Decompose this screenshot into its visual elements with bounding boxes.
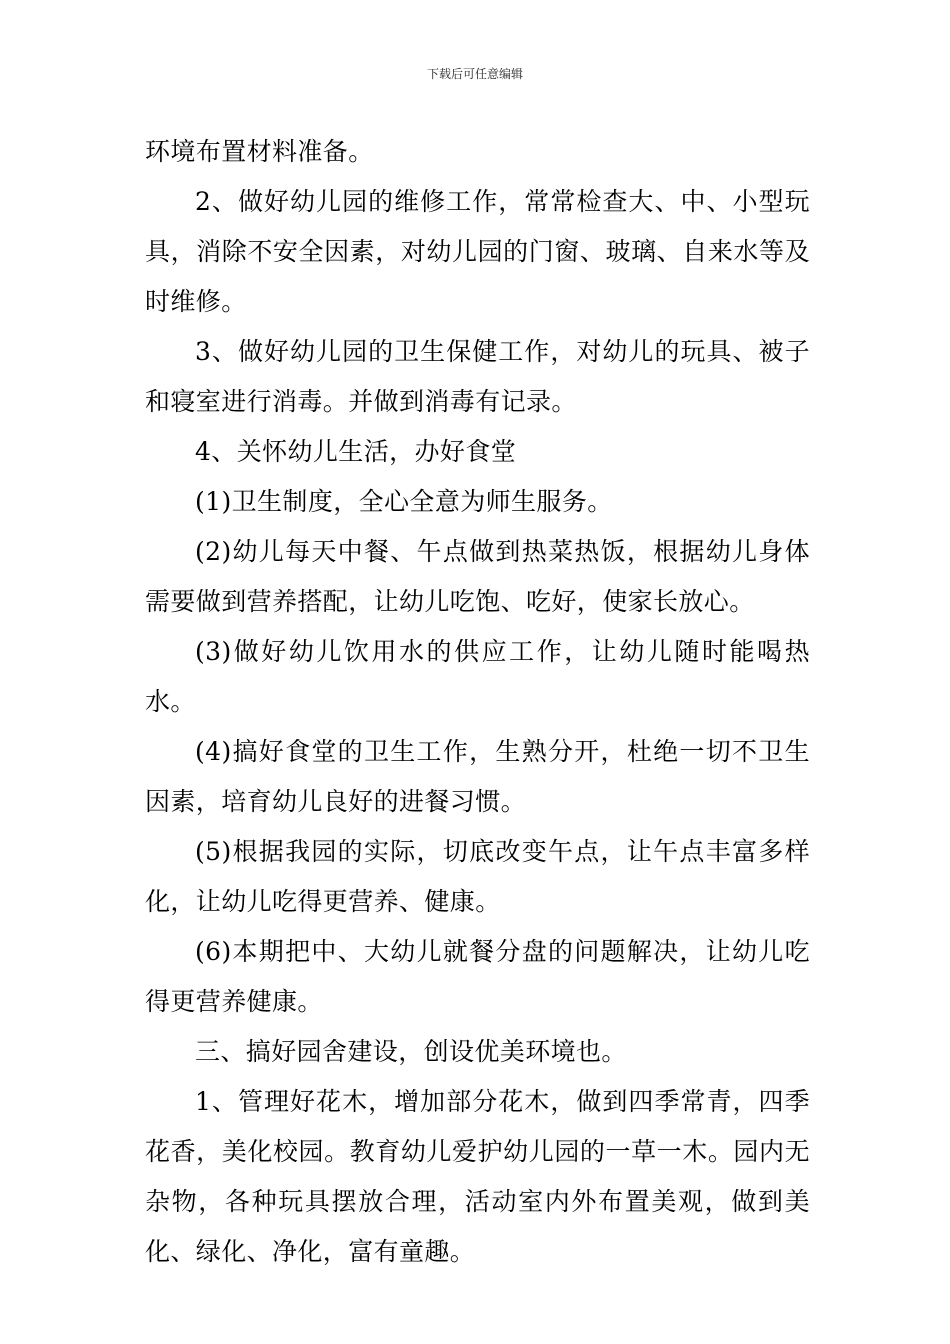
paragraph: (3)做好幼儿饮用水的供应工作，让幼儿随时能喝热水。	[145, 637, 810, 716]
page-header-note: 下载后可任意编辑	[426, 67, 523, 81]
paragraph: 1、管理好花木，增加部分花木，做到四季常青，四季花香，美化校园。教育幼儿爱护幼儿园的一草一木。园内无杂物，各种玩具摆放合理，活动室内外布置美观，做到美化、绿化、净化，富有童趣。	[145, 1087, 810, 1266]
paragraph: (6)本期把中、大幼儿就餐分盘的问题解决，让幼儿吃得更营养健康。	[145, 937, 810, 1016]
paragraph: (2)幼儿每天中餐、午点做到热菜热饭，根据幼儿身体需要做到营养搭配，让幼儿吃饱、吃好，使家长放心。	[145, 537, 810, 616]
paragraph: 环境布置材料准备。	[145, 137, 374, 166]
paragraph: 2、做好幼儿园的维修工作，常常检查大、中、小型玩具，消除不安全因素，对幼儿园的门窗、玻璃、自来水等及时维修。	[145, 187, 810, 316]
paragraph: 三、搞好园舍建设，创设优美环境也。	[195, 1037, 627, 1066]
paragraph: (4)搞好食堂的卫生工作，生熟分开，杜绝一切不卫生因素，培育幼儿良好的进餐习惯。	[145, 737, 810, 816]
document-body	[145, 127, 810, 1277]
paragraph: (5)根据我园的实际，切底改变午点，让午点丰富多样化，让幼儿吃得更营养、健康。	[145, 837, 810, 916]
paragraph: 4、关怀幼儿生活，办好食堂	[195, 437, 517, 466]
paragraph: (1)卫生制度，全心全意为师生服务。	[195, 487, 613, 516]
paragraph: 3、做好幼儿园的卫生保健工作，对幼儿的玩具、被子和寝室进行消毒。并做到消毒有记录。	[145, 337, 810, 416]
